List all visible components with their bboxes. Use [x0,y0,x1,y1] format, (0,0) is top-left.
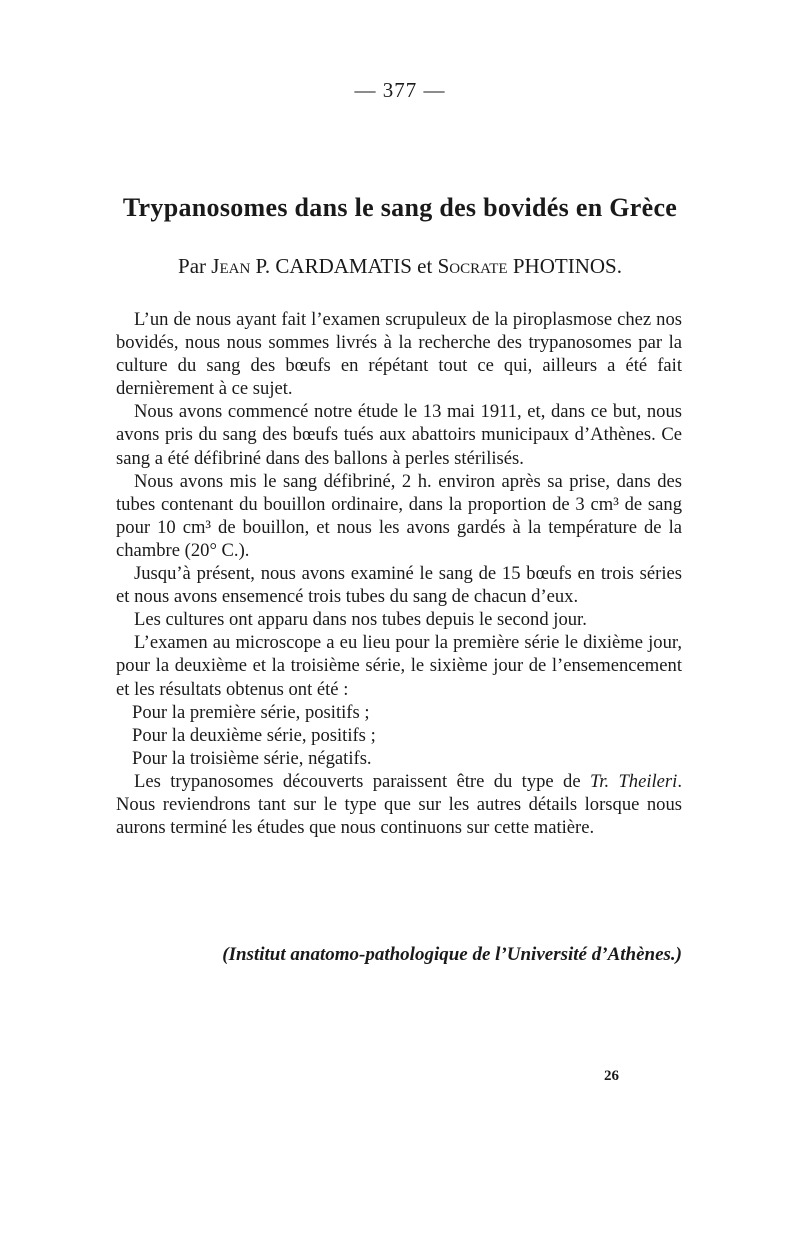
paragraph-culture: Nous avons mis le sang défibriné, 2 h. environ après sa prise, dans des tubes contenant du bouillon ordinaire, dans la proportion de 3 cm³ de sang pour 10 cm³ de bouillon, et nous les avons gardés à la température de la chambre (20° C.). [116,470,682,561]
paragraph-intro: L’un de nous ayant fait l’examen scrupuleux de la piroplasmose chez nos bovidés, nous nous sommes livrés à la recherche des trypanosomes par la culture du sang des bœufs en répétant tout ce qui, ailleurs a été fait dernièrement à ce sujet. [116,309,682,400]
paragraph-conclusion [116,770,682,839]
author-conjunction: et [417,254,433,278]
first-author-given-name: Jean [211,254,251,278]
conclusion-text-end: . Nous reviendrons tant sur le type que sur les autres détails lorsque nous aurons terminé les études que nous continuons sur cette matière. [116,770,682,839]
institution-credit: (Institut anatomo-pathologique de l’Université d’Athènes.) [222,944,682,965]
author-line [100,254,700,279]
paragraph-examination: L’examen au microscope a eu lieu pour la première série le dixième jour, pour la deuxième et la troisième série, le sixième jour de l’ensemencement et les résultats obtenus ont été : [116,632,682,700]
conclusion-text-start: Les trypanosomes découverts paraissent être du type de [134,770,590,792]
second-author-given-name: Socrate [437,254,508,278]
paragraph-method: Nous avons commencé notre étude le 13 mai 1911, et, dans ce but, nous avons pris du sang des bœufs tués aux abattoirs municipaux d’Athènes. Ce sang a été défibriné dans des ballons à perles stérilisés. [116,401,682,469]
page-number: — 377 — [354,78,446,102]
first-author-name: P. CARDAMATIS [255,254,412,278]
paragraph-cultures-appeared: Les cultures ont apparu dans nos tubes depuis le second jour. [134,609,587,631]
article-title: Trypanosomes dans le sang des bovidés en Grèce [122,193,678,222]
species-name: Tr. Theileri [589,770,678,792]
paragraph-samples: Jusqu’à présent, nous avons examiné le sang de 15 bœufs en trois séries et nous avons ensemencé trois tubes du sang de chacun d’eux. [116,563,682,608]
result-series-3: Pour la troisième série, négatifs. [132,747,372,769]
second-author-name: PHOTINOS. [512,254,622,278]
author-prefix: Par [178,254,207,278]
article-body [116,308,682,839]
signature-mark: 26 [604,1068,619,1084]
result-series-1: Pour la première série, positifs ; [132,701,370,723]
result-series-2: Pour la deuxième série, positifs ; [132,724,376,746]
